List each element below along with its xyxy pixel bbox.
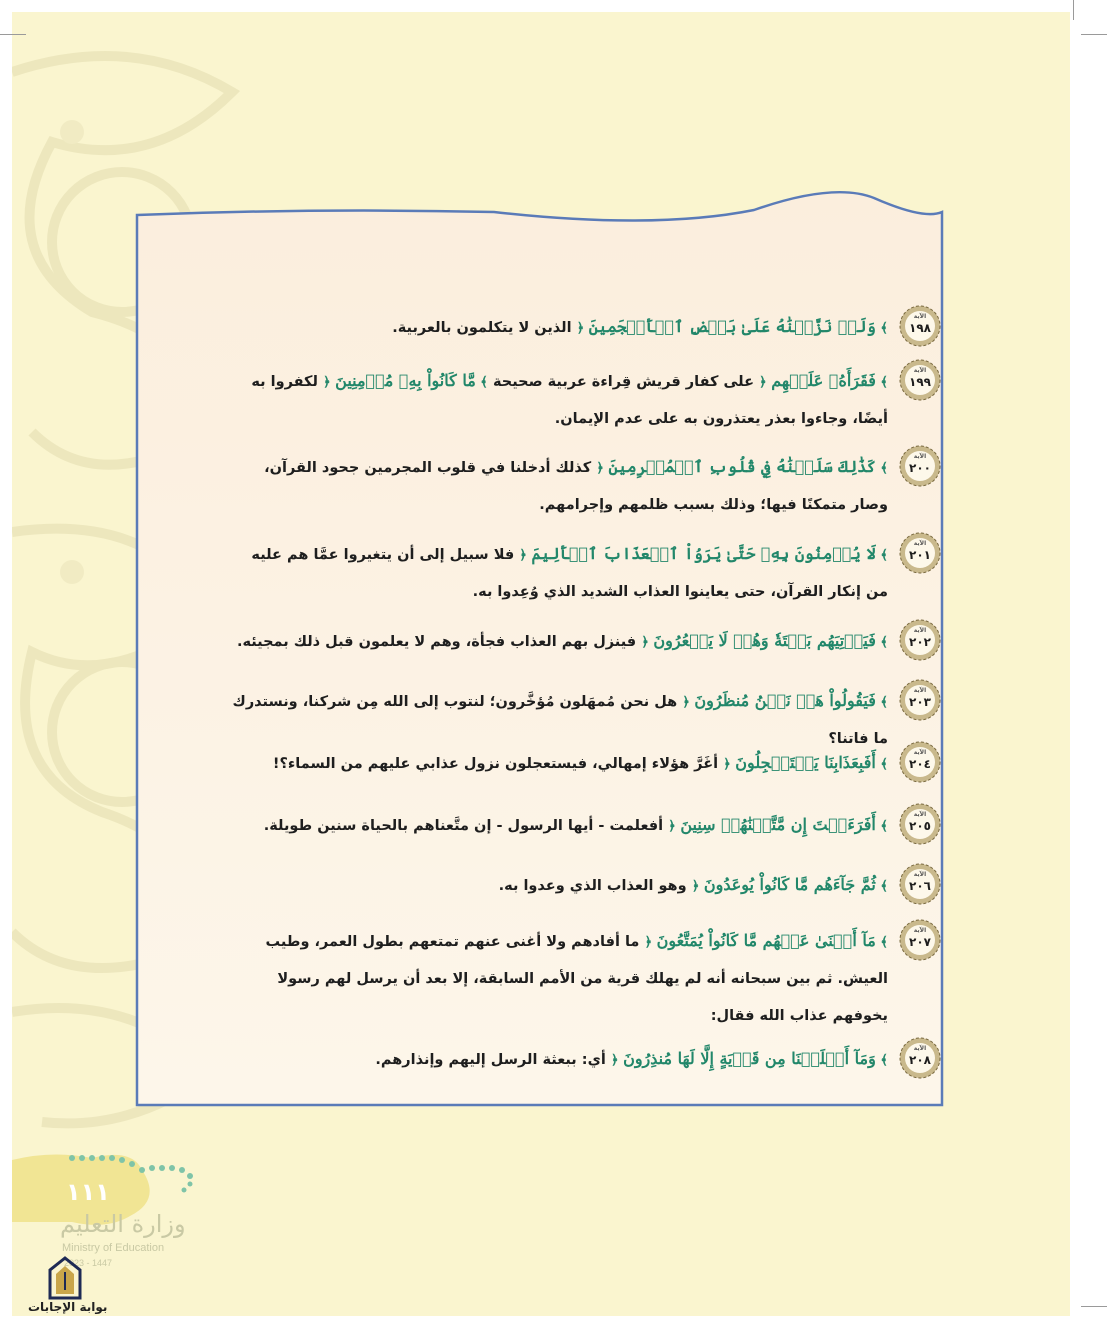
quran-verse: كَذَٰلِكَ سَلَكۡنَٰهُ فِي قُلُوبِ ٱلۡمُجۡرِمِينَ <box>608 457 876 476</box>
portal-logo-icon <box>44 1256 86 1300</box>
quran-verse: مَّا كَانُواْ بِهِۦ مُؤۡمِنِينَ <box>335 371 476 390</box>
verse-bracket-close: ﴿ <box>519 548 532 563</box>
verse-number-medallion <box>898 802 942 846</box>
verse-bracket-open: ﴾ <box>875 375 888 390</box>
verse-bracket-open: ﴾ <box>875 819 888 834</box>
quran-verse: وَلَوۡ نَزَّلۡنَٰهُ عَلَىٰ بَعۡضِ ٱلۡأَعۡجَمِينَ <box>588 317 876 336</box>
verse-number: ٢٠٦ <box>909 879 931 893</box>
quran-verse: فَقَرَأَهُۥ عَلَيۡهِم <box>771 371 876 390</box>
verse-number: ٢٠٧ <box>909 935 931 949</box>
verse-bracket-close: ﴿ <box>641 635 654 650</box>
verse-number-medallion <box>898 678 942 722</box>
tafsir-row <box>228 744 931 783</box>
verse-bracket-close: ﴿ <box>759 375 772 390</box>
verse-number: ٢٠٣ <box>909 695 931 709</box>
explanation-text: لكفروا به أيضًا، وجاءوا بعذر يعتذرون به على عدم الإيمان. <box>251 374 888 427</box>
explanation-text: فلا سبيل إلى أن يتغيروا عمَّا هم عليه من إنكار القرآن، حتى يعاينوا العذاب الشديد الذي وُعِدوا به. <box>251 547 888 600</box>
verse-bracket-close: ﴿ <box>668 819 681 834</box>
tafsir-row <box>228 866 931 905</box>
crop-mark <box>0 34 26 35</box>
verse-number-medallion <box>898 1036 942 1080</box>
verse-bracket-close: ﴿ <box>610 1053 624 1068</box>
crop-mark <box>1073 0 1074 20</box>
verse-number-medallion <box>898 862 942 906</box>
ministry-name-ar: وزارة التعليم <box>60 1210 186 1238</box>
verse-bracket-close: ﴿ <box>723 757 736 772</box>
verse-bracket-open: ﴾ <box>875 695 888 710</box>
verse-bracket-open: ﴾ <box>875 321 888 336</box>
verse-bracket-open: ﴾ <box>875 879 888 894</box>
verse-bracket-close: ﴿ <box>682 695 695 710</box>
quran-verse: أَفَرَءَيۡتَ إِن مَّتَّعۡنَٰهُمۡ سِنِينَ <box>680 815 876 834</box>
tafsir-text <box>228 535 928 611</box>
verse-bracket-open: ﴾ <box>475 375 488 390</box>
medallion-label: الآية <box>913 1045 927 1052</box>
explanation-text: كذلك أدخلنا في قلوب المجرمين جحود القرآن، وصار متمكنًا فيها؛ وذلك بسبب ظلمهم وإجرامهم. <box>264 460 888 513</box>
quran-verse: فَيَأۡتِيَهُم بَغۡتَةٗ وَهُمۡ لَا يَشۡعُرُونَ <box>653 631 876 650</box>
quran-verse: أَفَبِعَذَابِنَا يَسۡتَعۡجِلُونَ <box>735 753 876 772</box>
medallion-label: الآية <box>913 627 927 634</box>
explanation-text: الذين لا يتكلمون بالعربية. <box>392 320 577 336</box>
verse-bracket-close: ﴿ <box>691 879 704 894</box>
verse-number: ١٩٨ <box>909 321 931 335</box>
tafsir-text <box>228 806 928 845</box>
verse-number: ٢٠٥ <box>909 819 931 833</box>
verse-number-medallion <box>898 618 942 662</box>
verse-number: ٢٠٢ <box>909 635 931 649</box>
tafsir-text <box>228 362 928 438</box>
verse-bracket-open: ﴾ <box>875 635 888 650</box>
explanation-text: أي: ببعثة الرسل إليهم وإنذارهم. <box>375 1052 611 1068</box>
medallion-label: الآية <box>913 811 927 818</box>
verse-bracket-close: ﴿ <box>576 321 589 336</box>
quran-verse: وَمَآ أَهۡلَكۡنَا مِن قَرۡيَةٍ إِلَّا لَهَا مُنذِرُونَ <box>623 1049 876 1068</box>
verse-bracket-close: ﴿ <box>322 375 336 390</box>
verse-bracket-open: ﴾ <box>875 935 888 950</box>
medallion-label: الآية <box>913 453 927 460</box>
tafsir-row <box>228 362 931 438</box>
tafsir-row <box>228 922 931 1035</box>
quran-verse: مَآ أَغۡنَىٰ عَنۡهُم مَّا كَانُواْ يُمَتَّعُونَ <box>656 931 876 950</box>
crop-mark <box>1081 34 1107 35</box>
content-card <box>134 190 948 1108</box>
quran-verse: فَيَقُولُواْ هَلۡ نَحۡنُ مُنظَرُونَ <box>694 691 876 710</box>
tafsir-row <box>228 448 931 524</box>
verse-bracket-open: ﴾ <box>875 1053 888 1068</box>
verse-bracket-open: ﴾ <box>875 548 888 563</box>
verse-number-medallion <box>898 740 942 784</box>
verse-number-medallion <box>898 531 942 575</box>
ministry-name-en: Ministry of Education <box>62 1242 165 1254</box>
tafsir-row <box>228 308 931 347</box>
tafsir-row <box>228 535 931 611</box>
medallion-label: الآية <box>913 687 927 694</box>
tafsir-text <box>228 744 928 783</box>
tafsir-text <box>228 922 928 1035</box>
quran-verse: لَا يُؤۡمِنُونَ بِهِۦ حَتَّىٰ يَرَوُاْ ٱلۡعَذَابَ ٱلۡأَلِيمَ <box>531 544 876 563</box>
tafsir-text <box>228 1040 928 1079</box>
verse-bracket-open: ﴾ <box>875 461 888 476</box>
ministry-year: 2023 - 1447 <box>64 1258 113 1268</box>
tafsir-text <box>228 622 928 661</box>
explanation-text: ما أفادهم ولا أغنى عنهم تمتعهم بطول العمر، وطيب العيش. ثم بين سبحانه أنه لم يهلك قرية من الأمم السابقة، إلا بعد أن يرسل لهم رسولا يخوفهم عذاب الله فقال: <box>265 934 888 1024</box>
verse-number: ٢٠١ <box>909 548 931 562</box>
medallion-label: الآية <box>913 749 927 756</box>
page-number: ١١١ <box>66 1178 110 1206</box>
verse-number: ٢٠٠ <box>909 461 931 475</box>
portal-label: بوابة الإجابات <box>28 1300 108 1314</box>
verse-bracket-close: ﴿ <box>644 935 657 950</box>
explanation-text: فينزل بهم العذاب فجأة، وهم لا يعلمون قبل ذلك بمجيئه. <box>236 634 642 650</box>
crop-mark <box>1081 1306 1107 1307</box>
verse-number: ١٩٩ <box>909 375 931 389</box>
verse-bracket-open: ﴾ <box>875 757 888 772</box>
tafsir-text <box>228 308 928 347</box>
explanation-text: أفعلمت - أيها الرسول - إن متَّعناهم بالحياة سنين طويلة. <box>263 818 669 834</box>
verse-number-medallion <box>898 358 942 402</box>
tafsir-row <box>228 622 931 661</box>
explanation-text: وهو العذاب الذي وعدوا به. <box>498 878 692 894</box>
tafsir-text <box>228 448 928 524</box>
verse-number-medallion <box>898 304 942 348</box>
tafsir-row <box>228 1040 931 1079</box>
verse-number: ٢٠٤ <box>909 757 931 771</box>
tafsir-row <box>228 806 931 845</box>
medallion-label: الآية <box>913 313 927 320</box>
medallion-label: الآية <box>913 927 927 934</box>
medallion-label: الآية <box>913 367 927 374</box>
tafsir-text <box>228 866 928 905</box>
verse-number-medallion <box>898 444 942 488</box>
quran-verse: ثُمَّ جَآءَهُم مَّا كَانُواْ يُوعَدُونَ <box>703 875 876 894</box>
tafsir-list <box>134 190 948 1108</box>
verse-number: ٢٠٨ <box>909 1053 931 1067</box>
medallion-label: الآية <box>913 540 927 547</box>
medallion-label: الآية <box>913 871 927 878</box>
explanation-text: على كفار قريش قِراءة عربية صحيحة <box>487 374 760 390</box>
explanation-text: أغَرَّ هؤلاء إمهالي، فيستعجلون نزول عذابي عليهم من السماء؟! <box>272 756 724 772</box>
verse-number-medallion <box>898 918 942 962</box>
verse-bracket-close: ﴿ <box>596 461 609 476</box>
explanation-text: هل نحن مُمهَلون مُؤخَّرون؛ لنتوب إلى الله مِن شركنا، ونستدرك ما فاتنا؟ <box>232 694 888 747</box>
